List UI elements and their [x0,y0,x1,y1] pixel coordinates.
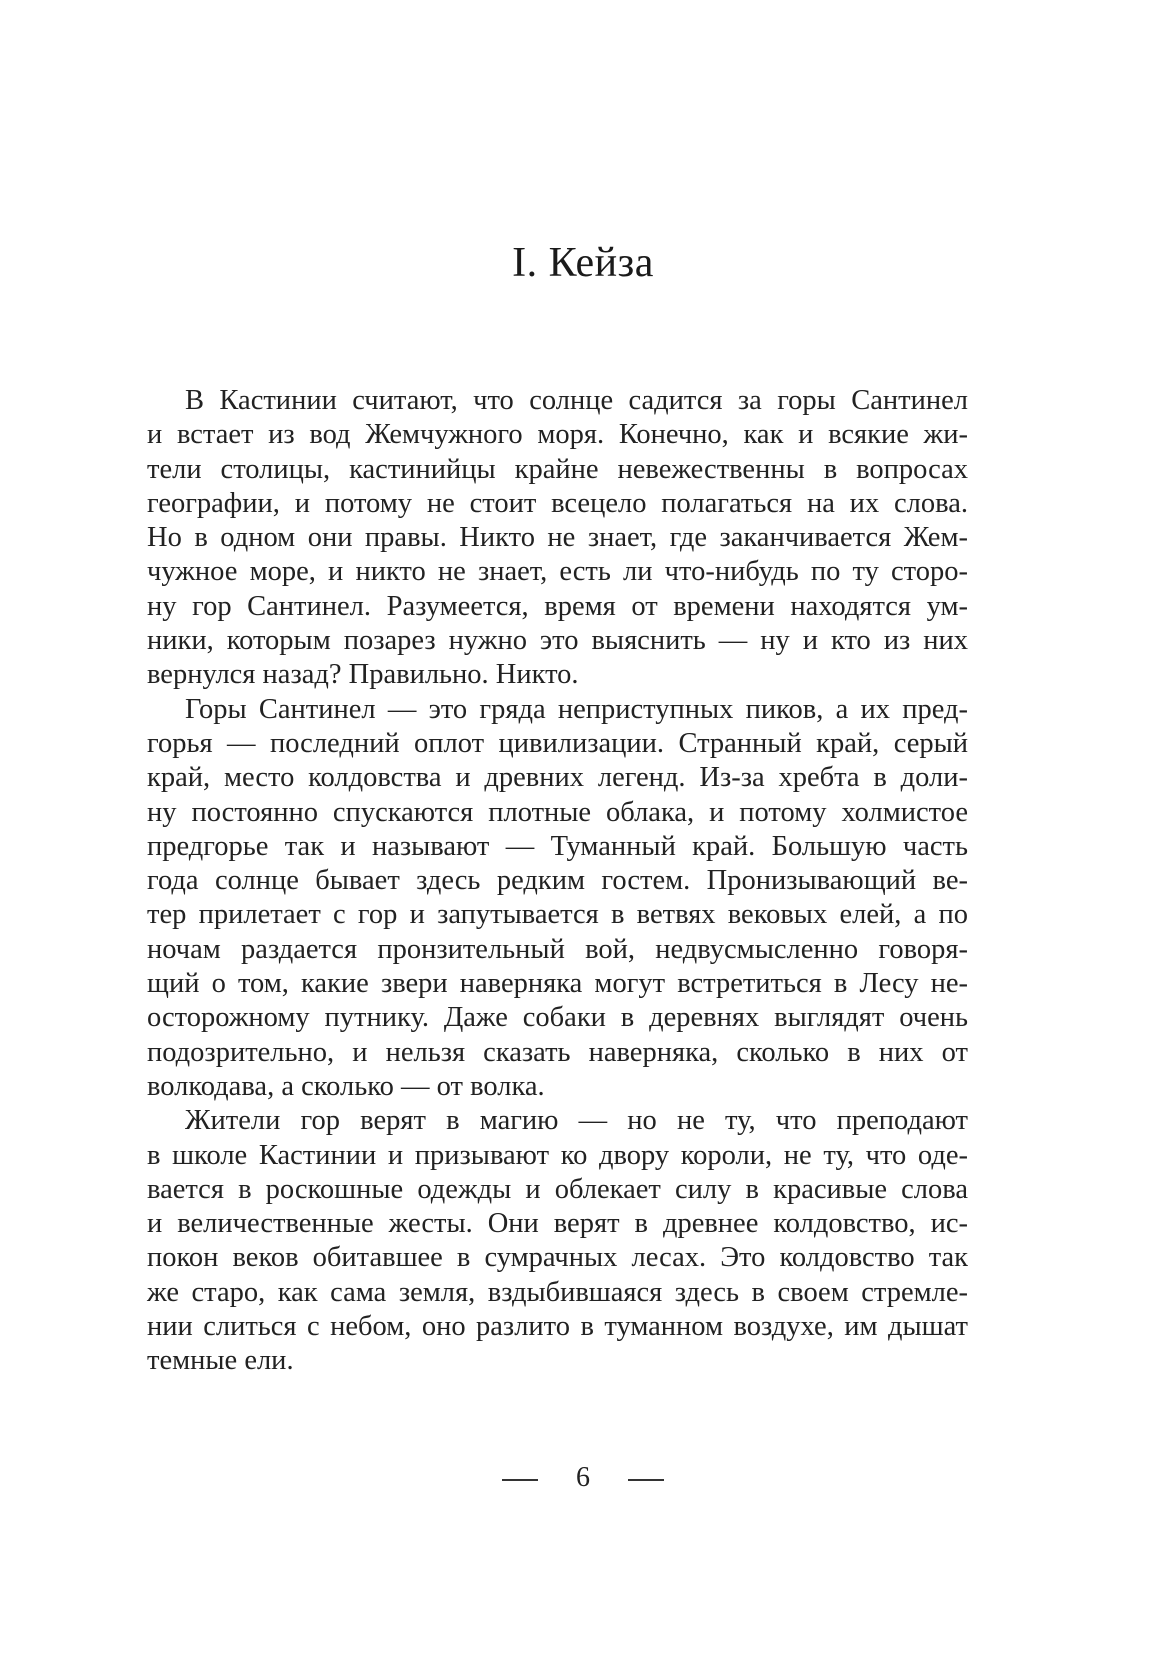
left-dash-ornament [502,1479,538,1480]
paragraph [147,384,968,693]
text-line: Жители гор верят в магию — но не ту, что преподают [185,1105,968,1137]
text-line: географии, и потому не стоит всецело полагаться на их слова. [147,487,968,519]
text-line: тер прилетает с гор и запутывается в ветвях вековых елей, а по [147,899,968,931]
text-line: щий о том, какие звери наверняка могут встретиться в Лесу не- [147,968,968,1000]
text-line: ну постоянно спускаются плотные облака, и потому холмистое [147,796,968,828]
text-line: волкодава, а сколько — от волка. [147,1070,545,1102]
text-line: Но в одном они правы. Никто не знает, где заканчивается Жем- [147,522,968,554]
text-line: предгорье так и называют — Туманный край. Большую часть [147,830,968,862]
chapter-title: I. Кейза [512,240,654,286]
text-line: горья — последний оплот цивилизации. Странный край, серый [147,727,968,759]
text-line: подозрительно, и нельзя сказать наверняка, сколько в них от [147,1036,968,1068]
text-line: осторожному путнику. Даже собаки в деревнях выглядят очень [147,1002,968,1034]
text-line: темные ели. [147,1345,294,1377]
text-line: Горы Сантинел — это гряда неприступных пиков, а их пред- [185,693,968,725]
text-line: чужное море, и никто не знает, есть ли что-нибудь по ту сторо- [147,556,968,588]
text-line: вается в роскошные одежды и облекает силу в красивые слова [147,1173,968,1205]
paragraph [147,1104,968,1378]
text-line: же старо, как сама земля, вздыбившаяся здесь в своем стремле- [147,1276,968,1308]
text-line: тели столицы, кастинийцы крайне невежественны в вопросах [147,453,968,485]
text-line: ники, которым позарез нужно это выяснить — ну и кто из них [147,625,968,657]
text-line: нии слиться с небом, оно разлито в туманном воздухе, им дышат [147,1311,968,1343]
text-line: и встает из вод Жемчужного моря. Конечно, как и всякие жи- [147,419,968,451]
paragraph [147,693,968,1105]
text-line: ну гор Сантинел. Разумеется, время от времени находятся ум- [147,590,968,622]
page-footer [0,1462,1166,1494]
text-line: года солнце бывает здесь редким гостем. Пронизывающий ве- [147,865,968,897]
text-line: ночам раздается пронзительный вой, недвусмысленно говоря- [147,933,968,965]
right-dash-ornament [628,1479,664,1480]
text-line: вернулся назад? Правильно. Никто. [147,659,579,691]
text-line: покон веков обитавшее в сумрачных лесах. Это колдовство так [147,1242,968,1274]
text-line: В Кастинии считают, что солнце садится за горы Сантинел [185,385,968,416]
body-text [147,384,968,1379]
text-line: в школе Кастинии и призывают ко двору короли, не ту, что оде- [147,1139,968,1171]
text-line: край, место колдовства и древних легенд. Из-за хребта в доли- [147,762,968,794]
text-line: и величественные жесты. Они верят в древнее колдовство, ис- [147,1208,968,1240]
page-number: 6 [576,1462,590,1493]
